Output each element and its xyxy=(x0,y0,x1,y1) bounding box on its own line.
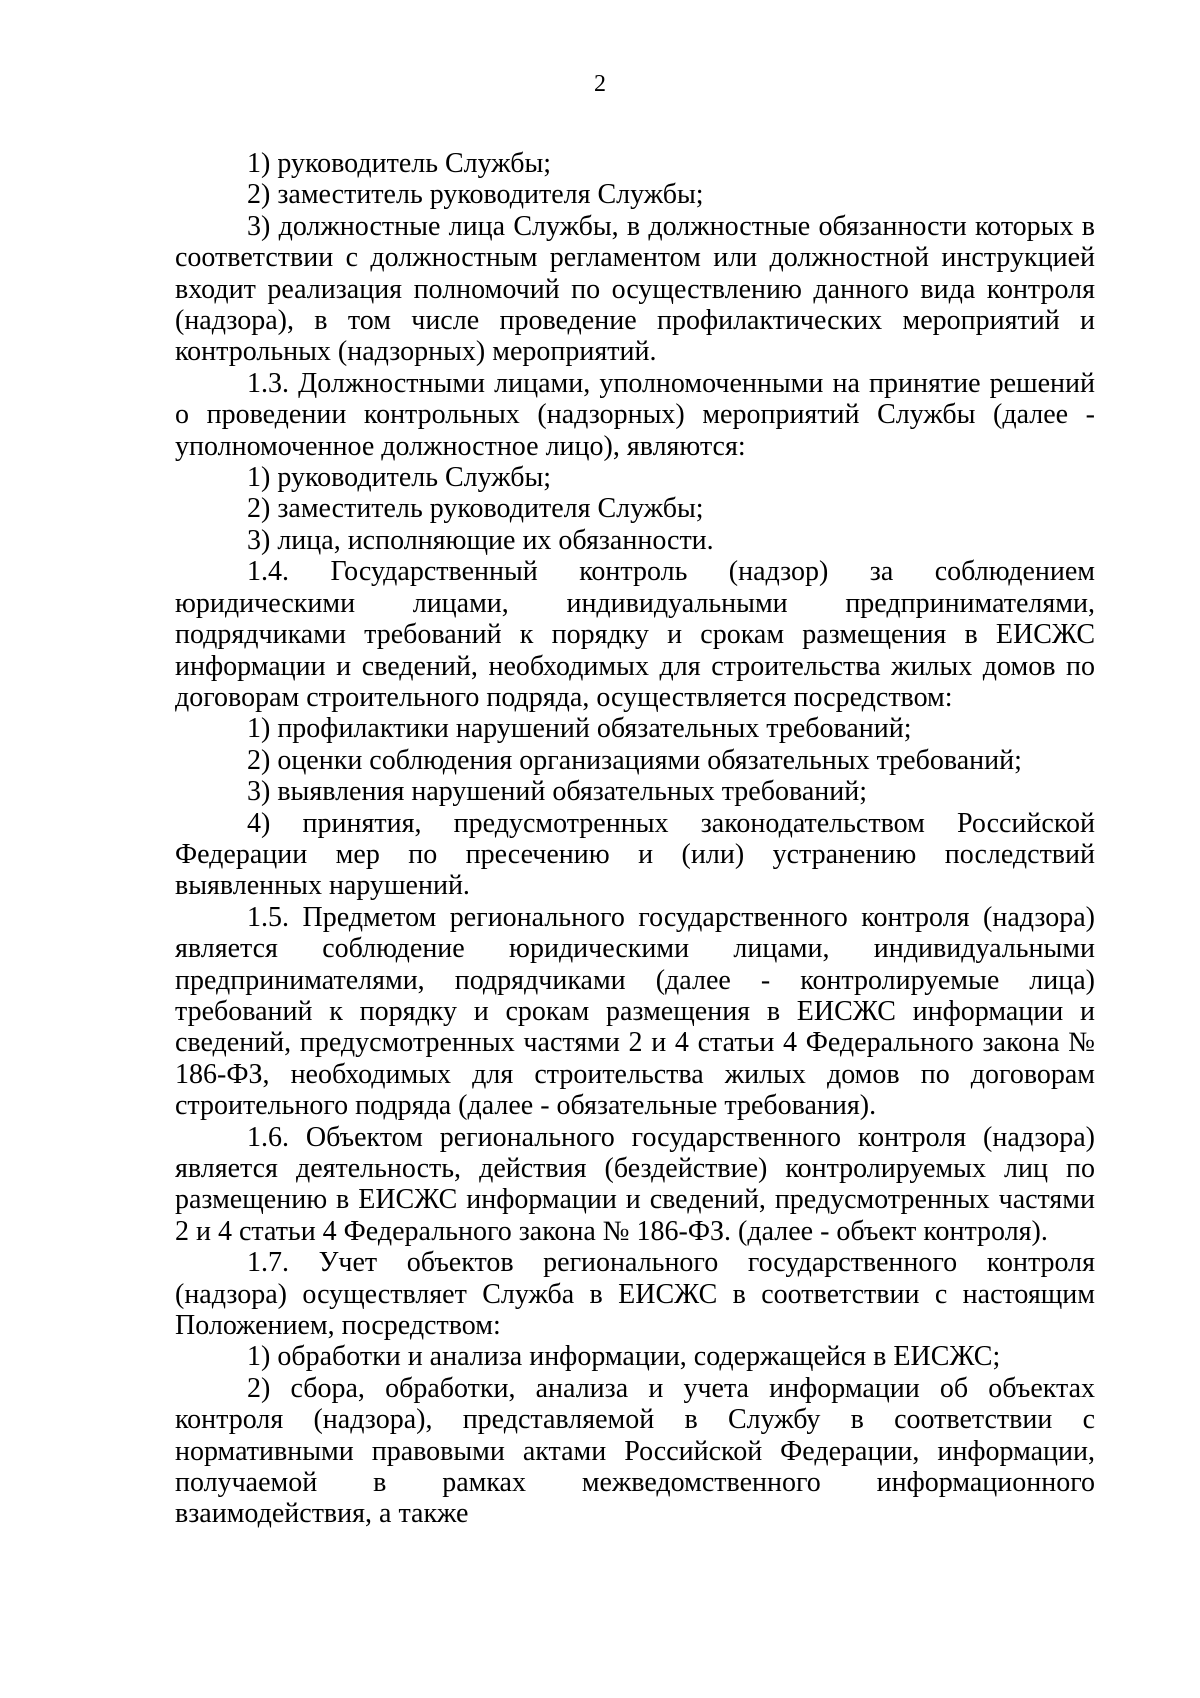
paragraph-4: 1.3. Должностными лицами, уполномоченными на принятие решений о проведении контрольных (надзорных) мероприятий Службы (далее - уполномоченное должностное лицо), являются: xyxy=(175,367,1095,462)
paragraph-16: 1) обработки и анализа информации, содержащейся в ЕИСЖС; xyxy=(247,1341,1001,1373)
paragraph-15: 1.7. Учет объектов регионального государственного контроля (надзора) осуществляет Служба в ЕИСЖС в соответствии с настоящим Положением, посредством: xyxy=(175,1247,1095,1342)
paragraph-6: 2) заместитель руководителя Службы; xyxy=(247,493,704,525)
paragraph-10: 2) оценки соблюдения организациями обязательных требований; xyxy=(247,744,1022,776)
paragraph-13: 1.5. Предметом регионального государственного контроля (надзора) является соблюдение юридическими лицами, индивидуальными предпринимателями, подрядчиками (далее - контролируемые лица) требований к порядку и срокам размещения в ЕИСЖС информации и сведений, предусмотренных частями 2 и 4 статьи 4 Федерального закона № 186-ФЗ, необходимых для строительства жилых домов по договорам строительного подряда (далее - обязательные требования). xyxy=(175,901,1095,1122)
paragraph-12: 4) принятия, предусмотренных законодательством Российской Федерации мер по пресечению и (или) устранению последствий выявленных нарушений. xyxy=(175,807,1095,902)
page-number: 2 xyxy=(594,71,606,97)
paragraph-1: 1) руководитель Службы; xyxy=(247,148,552,179)
paragraph-8: 1.4. Государственный контроль (надзор) за соблюдением юридическими лицами, индивидуальными предпринимателями, подрядчиками требований к порядку и срокам размещения в ЕИСЖС информации и сведений, необходимых для строительства жилых домов по договорам строительного подряда, осуществляется посредством: xyxy=(175,556,1095,713)
paragraph-11: 3) выявления нарушений обязательных требований; xyxy=(247,776,867,808)
paragraph-5: 1) руководитель Службы; xyxy=(247,462,552,494)
paragraph-14: 1.6. Объектом регионального государственного контроля (надзора) является деятельность, действия (бездействие) контролируемых лиц по размещению в ЕИСЖС информации и сведений, предусмотренных частями 2 и 4 статьи 4 Федерального закона № 186-ФЗ. (далее - объект контроля). xyxy=(175,1121,1095,1247)
paragraph-9: 1) профилактики нарушений обязательных требований; xyxy=(247,713,912,745)
paragraph-17: 2) сбора, обработки, анализа и учета информации об объектах контроля (надзора), представляемой в Службу в соответствии с нормативными правовыми актами Российской Федерации, информации, получаемой в рамках межведомственного информационного взаимодействия, а также xyxy=(175,1372,1095,1530)
paragraph-2: 2) заместитель руководителя Службы; xyxy=(247,179,704,211)
document-body xyxy=(175,148,1095,1530)
paragraph-3: 3) должностные лица Службы, в должностные обязанности которых в соответствии с должностным регламентом или должностной инструкцией входит реализация полномочий по осуществлению данного вида контроля (надзора), в том числе проведение профилактических мероприятий и контрольных (надзорных) мероприятий. xyxy=(175,210,1095,368)
paragraph-7: 3) лица, исполняющие их обязанности. xyxy=(247,524,714,556)
